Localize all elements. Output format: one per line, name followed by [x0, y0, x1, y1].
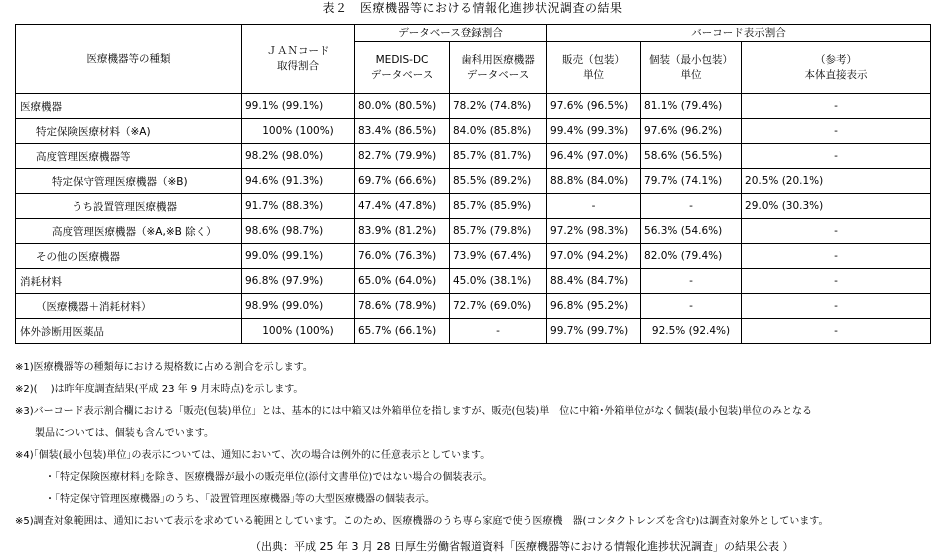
footnote: ※2)( )は昨年度調査結果(平成 23 年 9 月末時点)を示します。 [15, 384, 304, 395]
cell-dental: - [450, 319, 547, 344]
footnote: ※1)医療機器等の種類毎における規格数に占める割合を示します。 [15, 362, 313, 373]
cell-jan: 94.6% (91.3%) [242, 169, 355, 194]
cell-direct: - [742, 244, 931, 269]
cell-sales: 97.2% (98.3%) [547, 219, 641, 244]
cell-sales: - [547, 194, 641, 219]
source-citation: （出典：平成 25 年 3 月 28 日厚生労働省報道資料「医療機器等における情報化進捗状況調査」の結果公表 ） [250, 540, 794, 553]
footnote: ・｢特定保険医療材料｣を除き、医療機器が最小の販売単位(添付文書単位)ではない場合の個装表示。 [15, 472, 493, 483]
cell-direct: - [742, 269, 931, 294]
cell-medis: 65.0% (64.0%) [355, 269, 450, 294]
cell-sales: 88.8% (84.0%) [547, 169, 641, 194]
cell-direct: - [742, 219, 931, 244]
cell-medis: 80.0% (80.5%) [355, 94, 450, 119]
row-name: 高度管理医療機器（※A,※B 除く） [16, 219, 242, 244]
cell-jan: 99.1% (99.1%) [242, 94, 355, 119]
cell-jan: 91.7% (88.3%) [242, 194, 355, 219]
cell-indiv: 81.1% (79.4%) [641, 94, 742, 119]
table-row [16, 319, 931, 344]
cell-jan: 98.2% (98.0%) [242, 144, 355, 169]
cell-indiv: 82.0% (79.4%) [641, 244, 742, 269]
table-row [16, 169, 931, 194]
header-bc-group: バーコード表示割合 [547, 25, 931, 42]
cell-direct: 20.5% (20.1%) [742, 169, 931, 194]
cell-dental: 85.7% (79.8%) [450, 219, 547, 244]
row-name: 特定保守管理医療機器（※B) [16, 169, 242, 194]
cell-dental: 72.7% (69.0%) [450, 294, 547, 319]
footnote: ※5)調査対象範囲は、通知において表示を求めている範囲としています。このため、医療機器のうち専ら家庭で使う医療機 器(コンタクトレンズを含む)は調査対象外としています。 [15, 516, 829, 527]
row-name: 消耗材料 [16, 269, 242, 294]
cell-dental: 85.5% (89.2%) [450, 169, 547, 194]
cell-sales: 97.6% (96.5%) [547, 94, 641, 119]
table-row [16, 244, 931, 269]
cell-medis: 65.7% (66.1%) [355, 319, 450, 344]
cell-direct: - [742, 144, 931, 169]
cell-medis: 83.4% (86.5%) [355, 119, 450, 144]
header-indiv-unit: 個装（最小包装） 単位 [641, 42, 742, 94]
header-medis: MEDIS-DC データベース [355, 42, 450, 94]
cell-sales: 96.8% (95.2%) [547, 294, 641, 319]
table-row [16, 144, 931, 169]
table-row [16, 119, 931, 144]
cell-indiv: - [641, 194, 742, 219]
footnote: 製品については、個装も含んでいます。 [15, 428, 214, 439]
cell-medis: 76.0% (76.3%) [355, 244, 450, 269]
cell-indiv: 79.7% (74.1%) [641, 169, 742, 194]
cell-direct: - [742, 119, 931, 144]
footnote: ※3)バーコード表示割合欄における「販売(包装)単位」とは、基本的には中箱又は外箱単位を指しますが、販売(包装)単 位に中箱･外箱単位がなく個装(最小包装)単位のみとなる [15, 406, 813, 417]
cell-sales: 88.4% (84.7%) [547, 269, 641, 294]
row-name: 医療機器 [16, 94, 242, 119]
cell-indiv: 97.6% (96.2%) [641, 119, 742, 144]
row-name: 体外診断用医薬品 [16, 319, 242, 344]
table-row [16, 194, 931, 219]
row-name: （医療機器＋消耗材料） [16, 294, 242, 319]
header-jan: ＪＡＮコード 取得割合 [242, 25, 355, 94]
cell-direct: - [742, 294, 931, 319]
table-row [16, 294, 931, 319]
cell-dental: 84.0% (85.8%) [450, 119, 547, 144]
cell-indiv: - [641, 269, 742, 294]
header-type: 医療機器等の種類 [16, 25, 242, 94]
cell-sales: 99.7% (99.7%) [547, 319, 641, 344]
footnote: ※4)｢個装(最小包装)単位｣の表示については、通知において、次の場合は例外的に任意表示としています。 [15, 450, 491, 461]
cell-dental: 45.0% (38.1%) [450, 269, 547, 294]
cell-dental: 85.7% (85.9%) [450, 194, 547, 219]
cell-indiv: 56.3% (54.6%) [641, 219, 742, 244]
table-row [16, 219, 931, 244]
cell-medis: 47.4% (47.8%) [355, 194, 450, 219]
cell-sales: 96.4% (97.0%) [547, 144, 641, 169]
cell-dental: 85.7% (81.7%) [450, 144, 547, 169]
cell-jan: 99.0% (99.1%) [242, 244, 355, 269]
cell-direct: - [742, 319, 931, 344]
cell-jan: 100% (100%) [242, 119, 355, 144]
table-title: 表２ 医療機器等における情報化進捗状況調査の結果 [322, 1, 623, 15]
cell-jan: 96.8% (97.9%) [242, 269, 355, 294]
cell-medis: 69.7% (66.6%) [355, 169, 450, 194]
row-name: その他の医療機器 [16, 244, 242, 269]
results-table [15, 24, 931, 344]
cell-indiv: - [641, 294, 742, 319]
footnote: ・｢特定保守管理医療機器｣のうち、｢設置管理医療機器｣等の大型医療機器の個装表示。 [15, 494, 435, 505]
cell-medis: 78.6% (78.9%) [355, 294, 450, 319]
cell-jan: 98.6% (98.7%) [242, 219, 355, 244]
row-name: 高度管理医療機器等 [16, 144, 242, 169]
header-direct: （参考） 本体直接表示 [742, 42, 931, 94]
cell-jan: 100% (100%) [242, 319, 355, 344]
cell-medis: 83.9% (81.2%) [355, 219, 450, 244]
table-row [16, 94, 931, 119]
header-sales-unit: 販売（包装） 単位 [547, 42, 641, 94]
cell-jan: 98.9% (99.0%) [242, 294, 355, 319]
cell-indiv: 58.6% (56.5%) [641, 144, 742, 169]
cell-sales: 99.4% (99.3%) [547, 119, 641, 144]
row-name: 特定保険医療材料（※A) [16, 119, 242, 144]
cell-medis: 82.7% (79.9%) [355, 144, 450, 169]
row-name: うち設置管理医療機器 [16, 194, 242, 219]
cell-dental: 78.2% (74.8%) [450, 94, 547, 119]
cell-direct: 29.0% (30.3%) [742, 194, 931, 219]
cell-indiv: 92.5% (92.4%) [641, 319, 742, 344]
header-db-group: データベース登録割合 [355, 25, 547, 42]
table-row [16, 269, 931, 294]
cell-dental: 73.9% (67.4%) [450, 244, 547, 269]
cell-direct: - [742, 94, 931, 119]
header-dental: 歯科用医療機器 データベース [450, 42, 547, 94]
cell-sales: 97.0% (94.2%) [547, 244, 641, 269]
